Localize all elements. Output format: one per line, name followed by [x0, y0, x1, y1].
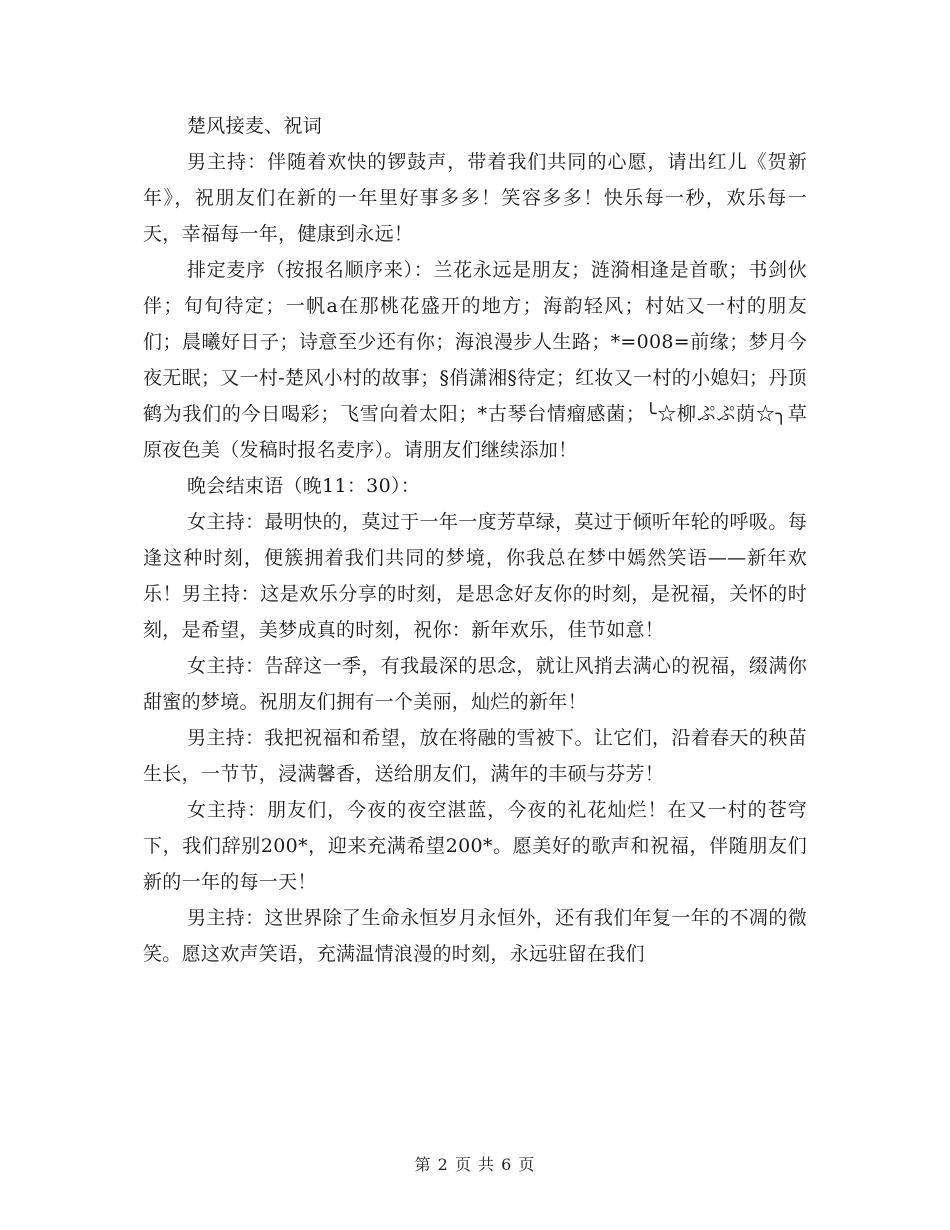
- paragraph: 女主持：最明快的，莫过于一年一度芳草绿，莫过于倾听年轮的呼吸。每逢这种时刻，便簇拥着我们共同的梦境，你我总在梦中嫣然笑语——新年欢乐！男主持：这是欢乐分享的时刻，是思念好友你的时刻，是祝福，关怀的时刻，是希望，美梦成真的时刻，祝你：新年欢乐，佳节如意！: [143, 511, 807, 641]
- paragraph: 排定麦序（按报名顺序来）：兰花永远是朋友；涟漪相逢是首歌；书剑伙伴；旬旬待定；一帆a在那桃花盛开的地方；海韵轻风；村姑又一村的朋友们；晨曦好日子；诗意至少还有你；海浪漫步人生路；*=008=前缘；梦月今夜无眠；又一村-楚风小村的故事；§俏潇湘§待定；红妆又一村的小媳妇；丹顶鹤为我们的今日喝彩；飞雪向着太阳；*古琴台情瘤感菌；╰☆柳ぷぷ荫☆╮草原夜色美（发稿时报名麦序）。请朋友们继续添加！: [143, 259, 807, 461]
- paragraph: 男主持：我把祝福和希望，放在将融的雪被下。让它们，沿着春天的秧苗生长，一节节，浸满馨香，送给朋友们，满年的丰硕与芬芳！: [143, 727, 807, 785]
- paragraph: 晚会结束语（晚11：30）：: [187, 475, 421, 497]
- page-number-footer: 第 2 页 共 6 页: [414, 1155, 536, 1174]
- paragraph: 女主持：朋友们，今夜的夜空湛蓝，今夜的礼花灿烂！在又一村的苍穹下，我们辞别200*，迎来充满希望200*。愿美好的歌声和祝福，伴随朋友们新的一年的每一天！: [143, 799, 807, 893]
- paragraph: 男主持：伴随着欢快的锣鼓声，带着我们共同的心愿，请出红儿《贺新年》，祝朋友们在新的一年里好事多多！笑容多多！快乐每一秒，欢乐每一天，幸福每一年，健康到永远！: [143, 151, 807, 245]
- paragraph: 男主持：这世界除了生命永恒岁月永恒外，还有我们年复一年的不凋的微笑。愿这欢声笑语，充满温情浪漫的时刻，永远驻留在我们: [143, 907, 807, 965]
- paragraph: 女主持：告辞这一季，有我最深的思念，就让风捎去满心的祝福，缀满你甜蜜的梦境。祝朋友们拥有一个美丽，灿烂的新年！: [143, 655, 807, 713]
- section-heading: 楚风接麦、祝词: [187, 115, 323, 137]
- document-body: [143, 108, 807, 972]
